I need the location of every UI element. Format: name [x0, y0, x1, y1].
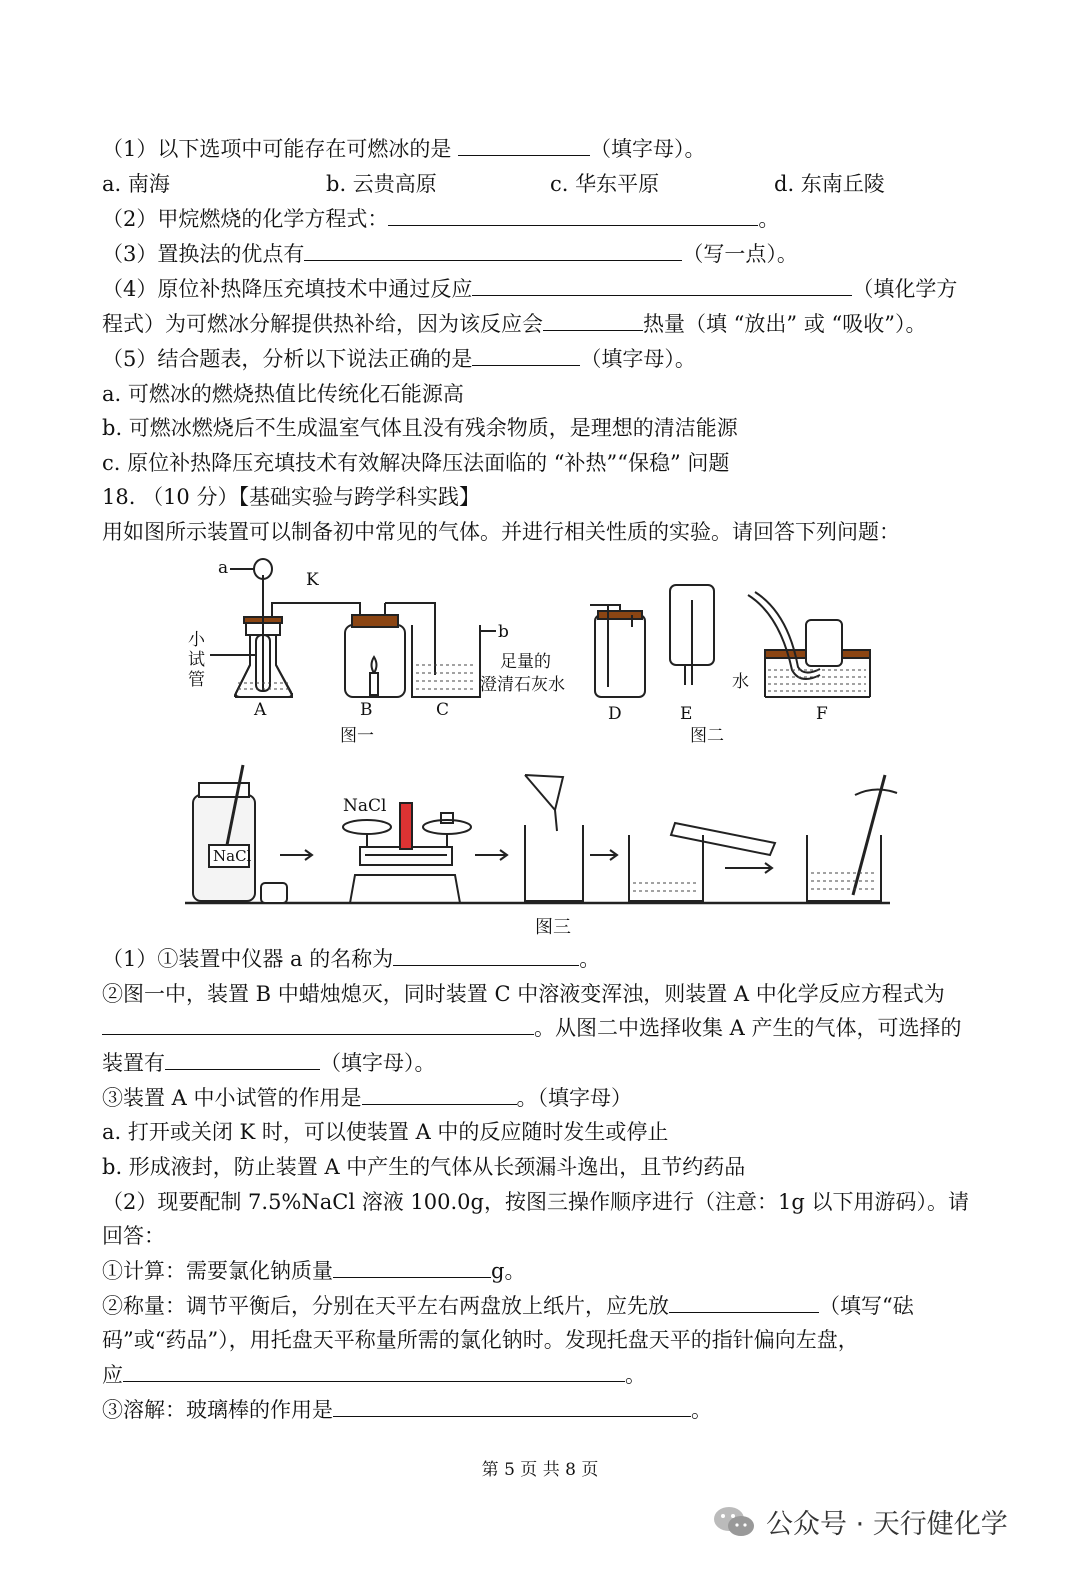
watermark [712, 1502, 1008, 1541]
q18-s6b: 码”或“药品”），用托盘天平称量所需的氯化钠时。发现托盘天平的指针偏向左盘， [102, 1328, 859, 1352]
label-A: A [254, 700, 267, 720]
answer-blank[interactable] [304, 240, 682, 261]
figure-1-2 [180, 555, 900, 750]
answer-blank[interactable] [543, 310, 643, 331]
q18-s6a: ②称量：调节平衡后，分别在天平左右两盘放上纸片，应先放 （填写“砝 [102, 1294, 914, 1318]
q18-s2b: 。从图二中选择收集 A 产生的气体，可选择的 [102, 1014, 962, 1042]
q18-s3-b: b. 形成液封，防止装置 A 中产生的气体从长颈漏斗逸出，且节约药品 [102, 1155, 746, 1179]
caption-fig1: 图一 [340, 726, 374, 746]
q17-part5: （5）结合题表，分析以下说法正确的是 （填字母）。 [102, 347, 696, 371]
label-lime-1: 足量的 [500, 652, 551, 672]
q17-part5-c: c. 原位补热降压充填技术有效解决降压法面临的 “补热”“保稳” 问题 [102, 451, 730, 475]
label-b: b [498, 622, 509, 642]
answer-blank[interactable] [165, 1049, 320, 1070]
label-water: 水 [732, 672, 749, 692]
label-nacl-balance: NaCl [343, 796, 387, 816]
label-D: D [608, 704, 622, 724]
caption-fig2: 图二 [690, 726, 724, 746]
q17-part2: （2）甲烷燃烧的化学方程式： 。 [102, 207, 780, 231]
q17-part5-a: a. 可燃冰的燃烧热值比传统化石能源高 [102, 382, 464, 406]
q17-part3: （3）置换法的优点有 （写一点）。 [102, 242, 798, 266]
label-C: C [436, 700, 450, 720]
q18-s6c: 应 。 [102, 1363, 646, 1387]
label-E: E [680, 704, 693, 724]
answer-blank[interactable] [388, 205, 758, 226]
q18-s1: （1）①装置中仪器 a 的名称为 。 [102, 947, 601, 971]
answer-blank[interactable] [333, 1257, 491, 1278]
page-footer: 第 5 页 共 8 页 [481, 1460, 599, 1480]
q18-s4b: 回答： [102, 1224, 165, 1248]
answer-blank[interactable] [333, 1396, 691, 1417]
answer-blank[interactable] [458, 135, 590, 156]
label-lime-2: 澄清石灰水 [480, 675, 565, 695]
option-d: d. 东南丘陵 [774, 172, 885, 196]
q18-s3: ③装置 A 中小试管的作用是 。（填字母） [102, 1086, 633, 1110]
q17-part4a: （4）原位补热降压充填技术中通过反应 （填化学方 [102, 277, 958, 301]
answer-blank[interactable] [123, 1361, 625, 1382]
label-B: B [360, 700, 373, 720]
answer-blank[interactable] [669, 1292, 819, 1313]
label-small-tube: 小 试 管 [188, 630, 205, 690]
option-b: b. 云贵高原 [326, 172, 437, 196]
answer-blank[interactable] [393, 945, 579, 966]
label-nacl-bottle: NaCl [213, 847, 252, 865]
label-k: K [306, 570, 319, 590]
answer-blank[interactable] [472, 345, 580, 366]
q17-part5-b: b. 可燃冰燃烧后不生成温室气体且没有残余物质，是理想的清洁能源 [102, 416, 738, 440]
answer-blank[interactable] [362, 1084, 517, 1105]
label-F: F [816, 704, 828, 724]
label-a: a [218, 558, 229, 578]
answer-blank[interactable] [472, 275, 852, 296]
option-a: a. 南海 [102, 172, 170, 196]
q17-part1: （1）以下选项中可能存在可燃冰的是 （填字母）。 [102, 137, 706, 161]
q18-s3-a: a. 打开或关闭 K 时，可以使装置 A 中的反应随时发生或停止 [102, 1120, 669, 1144]
q18-title: 18. （10 分）【基础实验与跨学科实践】 [102, 485, 480, 509]
q18-s7: ③溶解：玻璃棒的作用是 。 [102, 1398, 712, 1422]
q18-s2c: 装置有 （填字母）。 [102, 1051, 436, 1075]
q18-s2a: ②图一中，装置 B 中蜡烛熄灭，同时装置 C 中溶液变浑浊，则装置 A 中化学反应方程式为 [102, 982, 945, 1006]
figure-3 [185, 755, 905, 940]
q18-intro: 用如图所示装置可以制备初中常见的气体。并进行相关性质的实验。请回答下列问题： [102, 520, 900, 544]
watermark-text: 公众号 · 天行健化学 [766, 1509, 1008, 1540]
wechat-icon [712, 1505, 756, 1539]
answer-blank[interactable] [102, 1014, 534, 1035]
caption-fig3: 图三 [535, 917, 571, 938]
q17-part1-options [102, 170, 885, 198]
q18-s4a: （2）现要配制 7.5%NaCl 溶液 100.0g，按图三操作顺序进行（注意：1g 以下用游码）。请 [102, 1190, 969, 1214]
q18-s5: ①计算：需要氯化钠质量 g。 [102, 1259, 526, 1283]
option-c: c. 华东平原 [550, 172, 660, 196]
q17-part4b: 程式）为可燃冰分解提供热补给，因为该反应会 热量（填 “放出” 或 “吸收”）。 [102, 312, 927, 336]
